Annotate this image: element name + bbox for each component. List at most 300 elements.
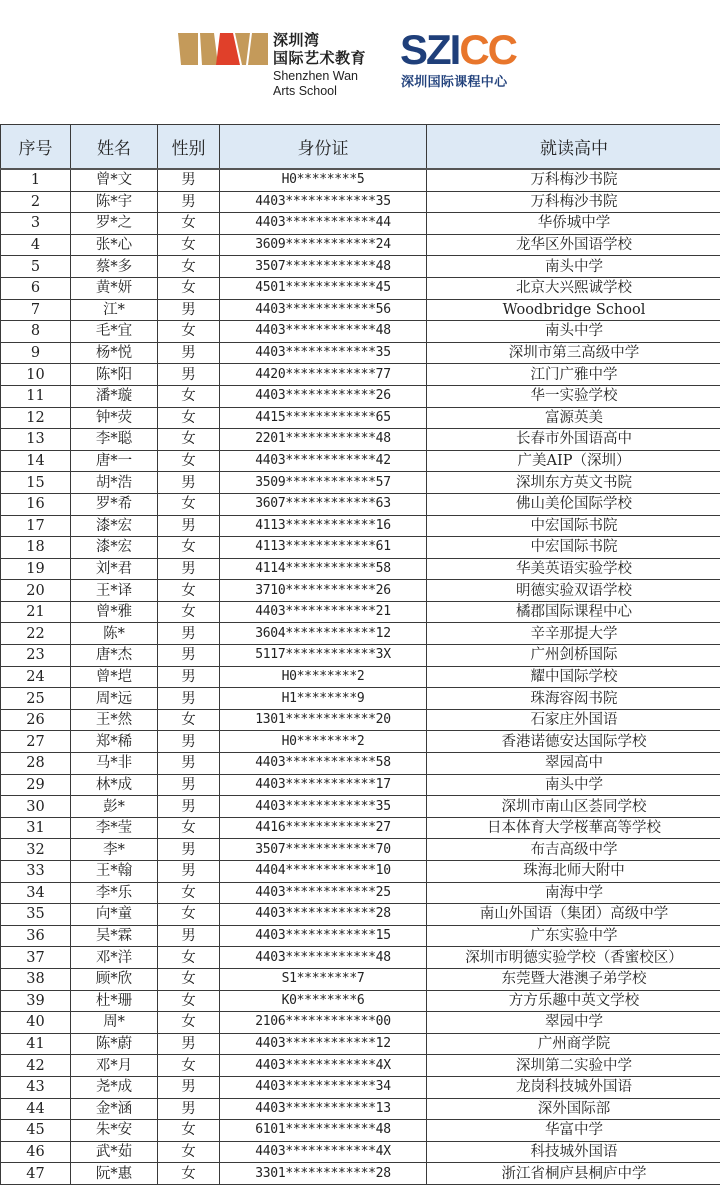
cell-school: 中宏国际书院 [427,515,720,537]
cell-id: 6101************48 [220,1120,427,1142]
szicc-mark-b: CC [459,26,517,73]
table-row [1,968,720,990]
cell-name: 郑*稀 [71,731,158,753]
cell-index: 10 [1,364,71,386]
cell-gender: 男 [158,558,220,580]
col-header-school: 就读高中 [427,125,720,170]
cell-gender: 女 [158,904,220,926]
cell-gender: 女 [158,385,220,407]
table-row [1,1076,720,1098]
cell-name: 唐*一 [71,450,158,472]
table-row [1,1120,720,1142]
cell-school: 翠园高中 [427,753,720,775]
cell-index: 39 [1,990,71,1012]
cell-index: 8 [1,321,71,343]
cell-id: 4403************48 [220,947,427,969]
cell-name: 周*远 [71,688,158,710]
cell-id: 3609************24 [220,234,427,256]
cell-id: S1********7 [220,968,427,990]
cell-id: 4113************61 [220,537,427,559]
cell-gender: 男 [158,191,220,213]
cell-name: 马*非 [71,753,158,775]
cell-gender: 女 [158,709,220,731]
cell-gender: 女 [158,321,220,343]
table-row [1,601,720,623]
cell-index: 23 [1,645,71,667]
cell-name: 潘*璇 [71,385,158,407]
cell-id: H0********5 [220,169,427,191]
cell-id: 4403************35 [220,342,427,364]
table-row [1,493,720,515]
cell-id: H0********2 [220,666,427,688]
cell-gender: 男 [158,342,220,364]
cell-gender: 男 [158,169,220,191]
cell-name: 钟*荧 [71,407,158,429]
cell-name: 顾*欣 [71,968,158,990]
cell-gender: 女 [158,580,220,602]
cell-school: 长春市外国语高中 [427,429,720,451]
cell-gender: 女 [158,1141,220,1163]
cell-school: 深外国际部 [427,1098,720,1120]
cell-name: 林*成 [71,774,158,796]
cell-id: 4403************28 [220,904,427,926]
cell-index: 12 [1,407,71,429]
cell-gender: 女 [158,968,220,990]
table-row [1,645,720,667]
cell-index: 9 [1,342,71,364]
cell-school: 东莞暨大港澳子弟学校 [427,968,720,990]
cell-index: 42 [1,1055,71,1077]
col-header-gender: 性别 [158,125,220,170]
student-table [0,124,720,1185]
cell-gender: 女 [158,234,220,256]
cell-index: 16 [1,493,71,515]
cell-index: 33 [1,861,71,883]
table-row [1,407,720,429]
cell-name: 曾*垲 [71,666,158,688]
cell-id: 3509************57 [220,472,427,494]
cell-index: 31 [1,817,71,839]
szicc-logo [400,28,516,72]
cell-gender: 男 [158,1033,220,1055]
cell-school: 华一实验学校 [427,385,720,407]
awas-cn-line1: 深圳湾 [273,31,320,49]
cell-index: 35 [1,904,71,926]
cell-school: 科技城外国语 [427,1141,720,1163]
cell-gender: 女 [158,1012,220,1034]
cell-index: 38 [1,968,71,990]
cell-gender: 男 [158,472,220,494]
table-row [1,364,720,386]
cell-gender: 男 [158,299,220,321]
cell-gender: 女 [158,817,220,839]
cell-index: 44 [1,1098,71,1120]
table-row [1,1141,720,1163]
cell-gender: 男 [158,796,220,818]
cell-id: 4403************4X [220,1141,427,1163]
cell-id: 4403************35 [220,191,427,213]
cell-id: 2201************48 [220,429,427,451]
cell-name: 唐*杰 [71,645,158,667]
cell-name: 邓*洋 [71,947,158,969]
cell-name: 王*然 [71,709,158,731]
table-row [1,256,720,278]
cell-gender: 女 [158,450,220,472]
table-row [1,688,720,710]
col-header-index: 序号 [1,125,71,170]
cell-id: 3604************12 [220,623,427,645]
table-row [1,817,720,839]
awas-en-line2: Arts School [273,84,337,98]
cell-name: 李* [71,839,158,861]
cell-id: 4403************34 [220,1076,427,1098]
col-header-name: 姓名 [71,125,158,170]
cell-name: 罗*希 [71,493,158,515]
cell-school: 辛辛那提大学 [427,623,720,645]
cell-name: 尧*成 [71,1076,158,1098]
cell-gender: 男 [158,1098,220,1120]
cell-gender: 男 [158,364,220,386]
cell-id: 4403************58 [220,753,427,775]
szicc-mark-a: SZI [400,26,460,73]
cell-gender: 男 [158,925,220,947]
cell-gender: 女 [158,990,220,1012]
table-body [1,169,720,1184]
cell-name: 张*心 [71,234,158,256]
cell-name: 漆*宏 [71,515,158,537]
cell-index: 7 [1,299,71,321]
cell-index: 3 [1,213,71,235]
awas-cn-line2: 国际艺术教育 [273,49,367,67]
cell-id: 4416************27 [220,817,427,839]
cell-gender: 女 [158,407,220,429]
cell-gender: 女 [158,1163,220,1185]
cell-index: 36 [1,925,71,947]
cell-school: 深圳市第三高级中学 [427,342,720,364]
table-row [1,558,720,580]
cell-school: 龙华区外国语学校 [427,234,720,256]
cell-index: 43 [1,1076,71,1098]
table-row [1,796,720,818]
cell-id: 4403************21 [220,601,427,623]
cell-name: 吴*霖 [71,925,158,947]
cell-school: 浙江省桐庐县桐庐中学 [427,1163,720,1185]
cell-index: 27 [1,731,71,753]
awas-logo-text [273,31,366,97]
table-row [1,1055,720,1077]
cell-school: 万科梅沙书院 [427,169,720,191]
cell-index: 19 [1,558,71,580]
cell-id: H0********2 [220,731,427,753]
cell-gender: 女 [158,882,220,904]
cell-name: 杨*悦 [71,342,158,364]
cell-id: 4404************10 [220,861,427,883]
cell-name: 金*涵 [71,1098,158,1120]
cell-id: H1********9 [220,688,427,710]
table-row [1,537,720,559]
table-header-row [1,125,720,170]
cell-name: 陈*蔚 [71,1033,158,1055]
table-row [1,882,720,904]
cell-id: 3710************26 [220,580,427,602]
cell-gender: 女 [158,277,220,299]
cell-name: 阮*惠 [71,1163,158,1185]
cell-name: 陈* [71,623,158,645]
table-row [1,753,720,775]
cell-id: 4415************65 [220,407,427,429]
table-row [1,213,720,235]
cell-index: 37 [1,947,71,969]
szicc-subtitle: 深圳国际课程中心 [401,75,508,90]
cell-school: 日本体育大学桜華高等学校 [427,817,720,839]
cell-name: 刘*君 [71,558,158,580]
cell-name: 向*童 [71,904,158,926]
cell-gender: 男 [158,666,220,688]
cell-school: 南头中学 [427,256,720,278]
table-row [1,1012,720,1034]
cell-school: 石家庄外国语 [427,709,720,731]
cell-index: 34 [1,882,71,904]
cell-school: 深圳市明德实验学校（香蜜校区） [427,947,720,969]
table-row [1,1033,720,1055]
cell-name: 曾*雅 [71,601,158,623]
cell-gender: 女 [158,537,220,559]
cell-name: 杜*珊 [71,990,158,1012]
cell-index: 28 [1,753,71,775]
cell-index: 40 [1,1012,71,1034]
cell-id: 4403************25 [220,882,427,904]
table-row [1,861,720,883]
table-row [1,947,720,969]
cell-name: 李*乐 [71,882,158,904]
cell-id: 4501************45 [220,277,427,299]
cell-name: 陈*宇 [71,191,158,213]
cell-index: 5 [1,256,71,278]
cell-school: 深圳第二实验中学 [427,1055,720,1077]
col-header-id: 身份证 [220,125,427,170]
awas-en-line1: Shenzhen Wan [273,69,359,83]
cell-gender: 女 [158,1120,220,1142]
cell-name: 王*译 [71,580,158,602]
cell-school: 南头中学 [427,321,720,343]
cell-gender: 女 [158,256,220,278]
cell-gender: 男 [158,753,220,775]
cell-name: 武*茹 [71,1141,158,1163]
table-row [1,299,720,321]
cell-gender: 男 [158,839,220,861]
table-row [1,342,720,364]
table-row [1,666,720,688]
cell-gender: 男 [158,645,220,667]
cell-id: 4403************4X [220,1055,427,1077]
cell-id: 3507************70 [220,839,427,861]
cell-school: 华侨城中学 [427,213,720,235]
cell-id: 5117************3X [220,645,427,667]
cell-name: 曾*文 [71,169,158,191]
table-row [1,429,720,451]
cell-gender: 女 [158,429,220,451]
table-row [1,450,720,472]
cell-gender: 男 [158,861,220,883]
cell-id: 4403************44 [220,213,427,235]
cell-index: 1 [1,169,71,191]
cell-name: 蔡*多 [71,256,158,278]
cell-name: 李*莹 [71,817,158,839]
cell-index: 41 [1,1033,71,1055]
table-row [1,580,720,602]
cell-name: 彭* [71,796,158,818]
cell-index: 14 [1,450,71,472]
table-row [1,623,720,645]
cell-index: 26 [1,709,71,731]
table-row [1,709,720,731]
cell-school: 南头中学 [427,774,720,796]
cell-id: K0********6 [220,990,427,1012]
cell-school: 中宏国际书院 [427,537,720,559]
cell-id: 4403************12 [220,1033,427,1055]
table-row [1,277,720,299]
cell-index: 30 [1,796,71,818]
cell-school: 佛山美伦国际学校 [427,493,720,515]
cell-index: 15 [1,472,71,494]
cell-school: 明德实验双语学校 [427,580,720,602]
cell-id: 1301************20 [220,709,427,731]
cell-id: 4403************15 [220,925,427,947]
cell-id: 4113************16 [220,515,427,537]
cell-gender: 男 [158,731,220,753]
cell-name: 李*聪 [71,429,158,451]
cell-name: 陈*阳 [71,364,158,386]
cell-school: 深圳东方英文书院 [427,472,720,494]
cell-school: 广州商学院 [427,1033,720,1055]
table-row [1,904,720,926]
table-row [1,321,720,343]
table-row [1,169,720,191]
table-row [1,472,720,494]
cell-school: 广州剑桥国际 [427,645,720,667]
cell-index: 18 [1,537,71,559]
table-row [1,925,720,947]
cell-name: 黄*妍 [71,277,158,299]
cell-school: 龙岗科技城外国语 [427,1076,720,1098]
table-row [1,839,720,861]
cell-gender: 男 [158,1076,220,1098]
cell-index: 46 [1,1141,71,1163]
cell-gender: 女 [158,1055,220,1077]
cell-index: 11 [1,385,71,407]
awas-logo-icon [178,33,268,65]
cell-school: 方方乐趣中英文学校 [427,990,720,1012]
cell-index: 47 [1,1163,71,1185]
cell-id: 4403************35 [220,796,427,818]
cell-name: 周* [71,1012,158,1034]
cell-gender: 男 [158,623,220,645]
cell-index: 17 [1,515,71,537]
cell-name: 王*翰 [71,861,158,883]
cell-gender: 女 [158,493,220,515]
cell-school: 耀中国际学校 [427,666,720,688]
cell-index: 45 [1,1120,71,1142]
cell-index: 13 [1,429,71,451]
cell-id: 4420************77 [220,364,427,386]
cell-name: 罗*之 [71,213,158,235]
cell-name: 毛*宜 [71,321,158,343]
cell-gender: 男 [158,774,220,796]
cell-school: 江门广雅中学 [427,364,720,386]
cell-id: 4403************48 [220,321,427,343]
cell-name: 江* [71,299,158,321]
cell-school: 广美AIP（深圳） [427,450,720,472]
cell-name: 朱*安 [71,1120,158,1142]
cell-id: 4403************56 [220,299,427,321]
cell-id: 4403************17 [220,774,427,796]
cell-school: 南海中学 [427,882,720,904]
cell-gender: 女 [158,601,220,623]
cell-id: 4403************13 [220,1098,427,1120]
table-row [1,990,720,1012]
cell-gender: 女 [158,947,220,969]
cell-gender: 男 [158,688,220,710]
table-row [1,515,720,537]
cell-school: 华富中学 [427,1120,720,1142]
cell-id: 3607************63 [220,493,427,515]
table-row [1,385,720,407]
cell-school: 珠海北师大附中 [427,861,720,883]
table-row [1,191,720,213]
table-row [1,234,720,256]
cell-id: 4403************26 [220,385,427,407]
cell-index: 24 [1,666,71,688]
cell-school: 布吉高级中学 [427,839,720,861]
cell-id: 3301************28 [220,1163,427,1185]
cell-index: 2 [1,191,71,213]
cell-name: 邓*月 [71,1055,158,1077]
cell-school: 翠园中学 [427,1012,720,1034]
cell-school: 橘郡国际课程中心 [427,601,720,623]
table-row [1,1098,720,1120]
cell-index: 25 [1,688,71,710]
cell-school: 华美英语实验学校 [427,558,720,580]
cell-index: 21 [1,601,71,623]
cell-index: 22 [1,623,71,645]
cell-gender: 男 [158,515,220,537]
cell-school: 广东实验中学 [427,925,720,947]
cell-name: 胡*浩 [71,472,158,494]
cell-school: 香港诺德安达国际学校 [427,731,720,753]
cell-school: 南山外国语（集团）高级中学 [427,904,720,926]
cell-index: 29 [1,774,71,796]
cell-id: 3507************48 [220,256,427,278]
cell-id: 4114************58 [220,558,427,580]
cell-school: 深圳市南山区荟同学校 [427,796,720,818]
cell-school: 珠海容闳书院 [427,688,720,710]
table-row [1,731,720,753]
cell-school: 富源英美 [427,407,720,429]
table-row [1,774,720,796]
cell-index: 6 [1,277,71,299]
cell-name: 漆*宏 [71,537,158,559]
cell-gender: 女 [158,213,220,235]
cell-index: 4 [1,234,71,256]
cell-school: Woodbridge School [427,299,720,321]
logo-header [0,0,720,124]
cell-index: 20 [1,580,71,602]
cell-id: 4403************42 [220,450,427,472]
table-row [1,1163,720,1185]
cell-id: 2106************00 [220,1012,427,1034]
cell-index: 32 [1,839,71,861]
cell-school: 北京大兴熙诚学校 [427,277,720,299]
